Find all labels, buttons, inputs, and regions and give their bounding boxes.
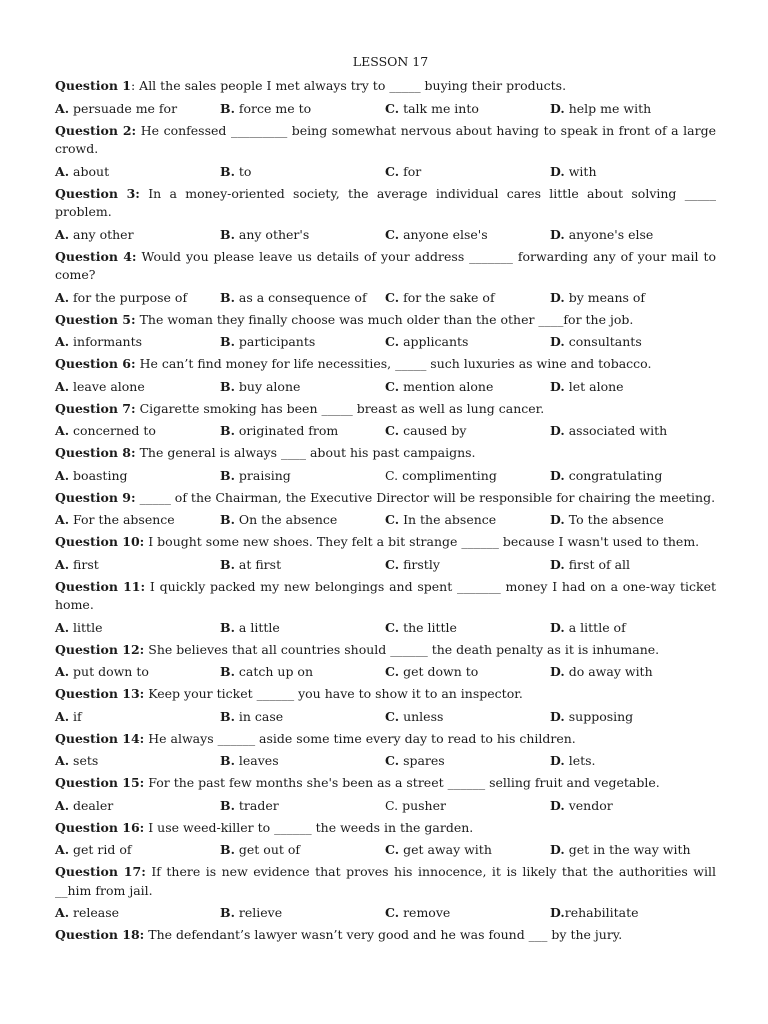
option-text: a little bbox=[234, 619, 280, 635]
question-stem bbox=[55, 122, 716, 159]
option-text: spares bbox=[399, 753, 445, 768]
option-text: about bbox=[69, 163, 110, 179]
answer-options bbox=[55, 289, 716, 307]
option-letter: A. bbox=[55, 664, 70, 679]
option-text: with bbox=[564, 163, 597, 179]
question-label: Question 14: bbox=[55, 730, 145, 746]
option-letter: D. bbox=[550, 334, 565, 349]
question-block bbox=[55, 400, 716, 441]
option-letter: A. bbox=[55, 842, 70, 857]
option-letter: C. bbox=[385, 664, 400, 679]
question-stem bbox=[55, 774, 716, 793]
answer-options bbox=[55, 904, 716, 922]
option-text: little bbox=[69, 619, 103, 635]
option-letter: A. bbox=[55, 100, 70, 116]
option-letter: C. bbox=[385, 842, 400, 857]
question-label: Question 1 bbox=[55, 78, 131, 93]
answer-options bbox=[55, 841, 716, 859]
question-label: Question 9: bbox=[55, 489, 136, 505]
answer-options bbox=[55, 797, 716, 815]
option-text: in case bbox=[234, 708, 284, 724]
option-letter: D. bbox=[550, 842, 565, 857]
option-text: praising bbox=[234, 467, 291, 483]
option-letter: B. bbox=[220, 289, 235, 305]
answer-option[interactable] bbox=[550, 708, 715, 726]
answer-option[interactable] bbox=[550, 422, 715, 440]
answer-option[interactable] bbox=[385, 467, 550, 485]
option-letter: C. bbox=[385, 753, 400, 768]
option-letter: D. bbox=[550, 289, 565, 305]
answer-option[interactable] bbox=[220, 422, 385, 440]
answer-option[interactable] bbox=[385, 797, 550, 815]
answer-option[interactable] bbox=[220, 226, 385, 244]
question-label: Question 17: bbox=[55, 864, 146, 879]
lesson-title: LESSON 17 bbox=[352, 54, 429, 69]
option-text: To the absence bbox=[564, 512, 664, 527]
answer-option[interactable] bbox=[220, 163, 385, 181]
option-letter: B. bbox=[220, 556, 235, 572]
option-text: pusher bbox=[398, 797, 446, 813]
option-letter: D. bbox=[550, 467, 565, 483]
answer-option[interactable] bbox=[55, 378, 220, 396]
answer-option[interactable] bbox=[550, 378, 715, 396]
answer-option[interactable] bbox=[550, 752, 715, 770]
question-block bbox=[55, 311, 716, 352]
answer-option[interactable] bbox=[550, 289, 715, 307]
question-stem bbox=[55, 863, 716, 900]
answer-option[interactable] bbox=[550, 663, 715, 681]
answer-option[interactable] bbox=[55, 226, 220, 244]
option-text: concerned to bbox=[69, 423, 156, 438]
answer-option[interactable] bbox=[55, 511, 220, 529]
answer-option[interactable] bbox=[55, 163, 220, 181]
answer-option[interactable] bbox=[550, 904, 715, 922]
option-letter: C. bbox=[385, 556, 400, 572]
question-label: Question 6: bbox=[55, 356, 136, 371]
question-stem bbox=[55, 819, 716, 838]
answer-option[interactable] bbox=[385, 708, 550, 726]
option-text: first of all bbox=[564, 556, 631, 572]
question-label: Question 4: bbox=[55, 248, 137, 264]
answer-option[interactable] bbox=[550, 619, 715, 637]
option-text: participants bbox=[234, 334, 316, 349]
option-text: release bbox=[69, 905, 120, 920]
option-letter: D. bbox=[550, 905, 565, 920]
question-block bbox=[55, 122, 716, 181]
option-letter: B. bbox=[220, 378, 235, 394]
answer-option[interactable] bbox=[55, 797, 220, 815]
answer-option[interactable] bbox=[55, 556, 220, 574]
option-text: anyone's else bbox=[564, 226, 654, 242]
answer-options bbox=[55, 467, 716, 485]
option-letter: C. bbox=[385, 289, 400, 305]
answer-option[interactable] bbox=[220, 619, 385, 637]
answer-option[interactable] bbox=[220, 378, 385, 396]
question-text: Cigarette smoking has been _____ breast as well as lung cancer. bbox=[135, 400, 545, 416]
option-letter: B. bbox=[220, 163, 235, 179]
answer-options bbox=[55, 333, 716, 351]
answer-option[interactable] bbox=[550, 467, 715, 485]
question-stem bbox=[55, 641, 716, 660]
option-text: originated from bbox=[234, 423, 339, 438]
question-text: Would you please leave us details of your address _______ forwarding any of your mail to come? bbox=[55, 248, 716, 282]
option-letter: D. bbox=[550, 556, 565, 572]
option-letter: A. bbox=[55, 226, 70, 242]
option-text: supposing bbox=[564, 708, 634, 724]
option-text: for the sake of bbox=[399, 289, 495, 305]
option-text: trader bbox=[234, 797, 279, 813]
question-text: All the sales people I met always try to _____ buying their products. bbox=[135, 78, 567, 93]
answer-options bbox=[55, 378, 716, 396]
question-label: Question 2: bbox=[55, 122, 137, 138]
option-letter: C. bbox=[385, 467, 399, 483]
answer-option[interactable] bbox=[550, 163, 715, 181]
question-label: Question 10: bbox=[55, 534, 145, 549]
option-letter: C. bbox=[385, 163, 400, 179]
question-stem bbox=[55, 926, 716, 945]
question-block bbox=[55, 355, 716, 396]
option-letter: A. bbox=[55, 378, 70, 394]
answer-option[interactable] bbox=[55, 752, 220, 770]
option-text: applicants bbox=[399, 334, 469, 349]
option-letter: B. bbox=[220, 512, 235, 527]
question-label: Question 12: bbox=[55, 641, 145, 657]
option-letter: C. bbox=[385, 797, 399, 813]
question-text: Keep your ticket ______ you have to show it to an inspector. bbox=[144, 686, 523, 701]
answer-option[interactable] bbox=[550, 797, 715, 815]
option-letter: A. bbox=[55, 905, 70, 920]
question-block bbox=[55, 489, 716, 530]
option-letter: A. bbox=[55, 334, 70, 349]
question-separator: : bbox=[130, 78, 136, 93]
answer-option[interactable] bbox=[550, 333, 715, 351]
option-letter: C. bbox=[385, 226, 400, 242]
option-letter: C. bbox=[385, 423, 400, 438]
option-text: consultants bbox=[564, 334, 642, 349]
option-letter: A. bbox=[55, 619, 70, 635]
option-text: informants bbox=[69, 334, 143, 349]
question-stem bbox=[55, 489, 716, 508]
option-letter: B. bbox=[220, 905, 235, 920]
option-letter: D. bbox=[550, 423, 565, 438]
option-text: catch up on bbox=[234, 664, 313, 679]
option-text: buy alone bbox=[234, 378, 301, 394]
answer-option[interactable] bbox=[220, 752, 385, 770]
answer-option[interactable] bbox=[550, 100, 715, 118]
answer-options bbox=[55, 556, 716, 574]
answer-options bbox=[55, 226, 716, 244]
option-letter: B. bbox=[220, 226, 235, 242]
option-letter: A. bbox=[55, 753, 70, 768]
question-block bbox=[55, 444, 716, 485]
option-letter: B. bbox=[220, 334, 235, 349]
answer-option[interactable] bbox=[385, 904, 550, 922]
option-text: any other's bbox=[234, 226, 310, 242]
option-text: caused by bbox=[399, 423, 467, 438]
question-stem bbox=[55, 248, 716, 285]
question-stem bbox=[55, 77, 716, 96]
option-letter: B. bbox=[220, 753, 235, 768]
question-block bbox=[55, 685, 716, 726]
answer-option[interactable] bbox=[220, 556, 385, 574]
answer-option[interactable] bbox=[55, 333, 220, 351]
question-text: _____ of the Chairman, the Executive Director will be responsible for chairing the meeting. bbox=[135, 489, 716, 505]
option-text: lets. bbox=[564, 753, 596, 768]
option-text: let alone bbox=[564, 378, 624, 394]
option-text: In the absence bbox=[399, 512, 497, 527]
option-text: to bbox=[234, 163, 252, 179]
option-letter: B. bbox=[220, 708, 235, 724]
answer-option[interactable] bbox=[220, 663, 385, 681]
option-letter: A. bbox=[55, 423, 70, 438]
question-text: I quickly packed my new belongings and spent _______ money I had on a one-way ticket home. bbox=[55, 578, 717, 612]
answer-options bbox=[55, 511, 716, 529]
answer-option[interactable] bbox=[385, 422, 550, 440]
option-letter: D. bbox=[550, 100, 565, 116]
option-text: congratulating bbox=[564, 467, 663, 483]
answer-option[interactable] bbox=[220, 467, 385, 485]
answer-options bbox=[55, 663, 716, 681]
option-text: a little of bbox=[564, 619, 626, 635]
question-stem bbox=[55, 578, 716, 615]
question-block bbox=[55, 926, 716, 945]
question-block bbox=[55, 730, 716, 771]
question-stem bbox=[55, 185, 716, 222]
option-text: get out of bbox=[234, 842, 301, 857]
option-text: leaves bbox=[234, 753, 279, 768]
answer-option[interactable] bbox=[385, 226, 550, 244]
option-text: first bbox=[69, 556, 99, 572]
option-text: anyone else's bbox=[399, 226, 488, 242]
option-letter: D. bbox=[550, 708, 565, 724]
option-text: any other bbox=[69, 226, 134, 242]
option-letter: C. bbox=[385, 378, 400, 394]
answer-options bbox=[55, 708, 716, 726]
question-stem bbox=[55, 400, 716, 419]
option-letter: C. bbox=[385, 905, 400, 920]
option-text: For the absence bbox=[69, 512, 175, 527]
question-text: I use weed-killer to ______ the weeds in the garden. bbox=[144, 819, 474, 835]
answer-options bbox=[55, 163, 716, 181]
option-text: remove bbox=[399, 905, 451, 920]
answer-option[interactable] bbox=[220, 904, 385, 922]
option-letter: A. bbox=[55, 289, 70, 305]
option-letter: A. bbox=[55, 708, 70, 724]
answer-option[interactable] bbox=[55, 100, 220, 118]
question-label: Question 16: bbox=[55, 819, 145, 835]
option-text: for the purpose of bbox=[69, 289, 188, 305]
question-label: Question 13: bbox=[55, 686, 145, 701]
question-stem bbox=[55, 311, 716, 330]
option-text: dealer bbox=[69, 797, 114, 813]
question-text: He can’t find money for life necessities, _____ such luxuries as wine and tobacco. bbox=[135, 356, 652, 371]
answer-options bbox=[55, 100, 716, 118]
option-letter: C. bbox=[385, 334, 400, 349]
option-letter: B. bbox=[220, 664, 235, 679]
option-letter: C. bbox=[385, 100, 400, 116]
option-text: relieve bbox=[234, 905, 283, 920]
option-letter: A. bbox=[55, 556, 70, 572]
question-block bbox=[55, 641, 716, 682]
option-text: force me to bbox=[234, 100, 312, 116]
question-block bbox=[55, 533, 716, 574]
answer-options bbox=[55, 752, 716, 770]
question-stem bbox=[55, 355, 716, 374]
question-text: She believes that all countries should ______ the death penalty as it is inhumane. bbox=[144, 641, 660, 657]
option-text: unless bbox=[399, 708, 444, 724]
option-letter: A. bbox=[55, 467, 70, 483]
question-text: For the past few months she's been as a street ______ selling fruit and vegetable. bbox=[144, 775, 660, 790]
question-label: Question 11: bbox=[55, 578, 146, 594]
option-text: do away with bbox=[564, 664, 653, 679]
question-label: Question 3: bbox=[55, 185, 140, 201]
answer-option[interactable] bbox=[385, 841, 550, 859]
question-text: The defendant’s lawyer wasn’t very good and he was found ___ by the jury. bbox=[144, 927, 623, 942]
option-text: vendor bbox=[564, 797, 613, 813]
answer-option[interactable] bbox=[220, 511, 385, 529]
answer-option[interactable] bbox=[385, 163, 550, 181]
answer-option[interactable] bbox=[55, 467, 220, 485]
question-text: I bought some new shoes. They felt a bit strange ______ because I wasn't used to them. bbox=[144, 534, 700, 549]
question-text: He confessed _________ being somewhat nervous about having to speak in front of a large crowd. bbox=[55, 122, 716, 156]
answer-option[interactable] bbox=[220, 100, 385, 118]
option-text: associated with bbox=[564, 423, 668, 438]
answer-option[interactable] bbox=[55, 841, 220, 859]
answer-option[interactable] bbox=[220, 797, 385, 815]
option-text: get rid of bbox=[69, 842, 132, 857]
answer-option[interactable] bbox=[55, 619, 220, 637]
answer-option[interactable] bbox=[385, 100, 550, 118]
answer-option[interactable] bbox=[55, 289, 220, 307]
option-letter: A. bbox=[55, 512, 70, 527]
answer-option[interactable] bbox=[385, 378, 550, 396]
answer-option[interactable] bbox=[385, 752, 550, 770]
question-block bbox=[55, 774, 716, 815]
option-text: talk me into bbox=[399, 100, 479, 116]
answer-option[interactable] bbox=[550, 511, 715, 529]
option-text: if bbox=[69, 708, 82, 724]
answer-option[interactable] bbox=[220, 289, 385, 307]
question-label: Question 8: bbox=[55, 445, 136, 460]
option-letter: D. bbox=[550, 512, 565, 527]
option-letter: C. bbox=[385, 512, 400, 527]
option-letter: B. bbox=[220, 100, 235, 116]
option-letter: C. bbox=[385, 619, 400, 635]
question-stem bbox=[55, 685, 716, 704]
answer-option[interactable] bbox=[55, 904, 220, 922]
answer-option[interactable] bbox=[385, 511, 550, 529]
question-label: Question 18: bbox=[55, 927, 145, 942]
option-letter: D. bbox=[550, 664, 565, 679]
option-letter: B. bbox=[220, 423, 235, 438]
answer-option[interactable] bbox=[55, 663, 220, 681]
question-block bbox=[55, 819, 716, 860]
question-list bbox=[55, 77, 716, 945]
option-text: persuade me for bbox=[69, 100, 178, 116]
question-text: He always ______ aside some time every day to read to his children. bbox=[144, 730, 576, 746]
answer-option[interactable] bbox=[55, 422, 220, 440]
option-text: the little bbox=[399, 619, 457, 635]
option-letter: D. bbox=[550, 797, 565, 813]
option-letter: B. bbox=[220, 467, 235, 483]
option-letter: B. bbox=[220, 842, 235, 857]
option-letter: D. bbox=[550, 163, 565, 179]
option-letter: D. bbox=[550, 753, 565, 768]
option-text: by means of bbox=[564, 289, 646, 305]
answer-option[interactable] bbox=[385, 289, 550, 307]
option-letter: D. bbox=[550, 226, 565, 242]
answer-option[interactable] bbox=[55, 708, 220, 726]
option-letter: A. bbox=[55, 163, 70, 179]
option-text: get away with bbox=[399, 842, 492, 857]
option-text: for bbox=[399, 163, 422, 179]
option-text: get in the way with bbox=[564, 842, 691, 857]
question-block bbox=[55, 578, 716, 637]
question-stem bbox=[55, 444, 716, 463]
answer-option[interactable] bbox=[220, 841, 385, 859]
option-letter: D. bbox=[550, 378, 565, 394]
option-text: rehabilitate bbox=[564, 905, 639, 920]
question-stem bbox=[55, 730, 716, 749]
option-letter: B. bbox=[220, 619, 235, 635]
answer-option[interactable] bbox=[550, 841, 715, 859]
question-text: In a money-oriented society, the average individual cares little about solving _____ problem. bbox=[55, 185, 716, 219]
option-text: sets bbox=[69, 753, 99, 768]
answer-option[interactable] bbox=[220, 708, 385, 726]
option-letter: D. bbox=[550, 619, 565, 635]
answer-option[interactable] bbox=[220, 333, 385, 351]
option-text: boasting bbox=[69, 467, 128, 483]
option-text: at first bbox=[234, 556, 282, 572]
option-letter: C. bbox=[385, 708, 400, 724]
option-text: get down to bbox=[399, 664, 479, 679]
answer-option[interactable] bbox=[385, 333, 550, 351]
option-text: firstly bbox=[399, 556, 440, 572]
option-text: mention alone bbox=[399, 378, 494, 394]
question-text: The general is always ____ about his past campaigns. bbox=[135, 445, 476, 460]
question-block bbox=[55, 863, 716, 922]
question-block bbox=[55, 248, 716, 307]
option-text: complimenting bbox=[398, 467, 497, 483]
question-label: Question 15: bbox=[55, 775, 145, 790]
answer-options bbox=[55, 619, 716, 637]
question-block bbox=[55, 185, 716, 244]
answer-option[interactable] bbox=[385, 556, 550, 574]
answer-options bbox=[55, 422, 716, 440]
answer-option[interactable] bbox=[550, 556, 715, 574]
option-text: leave alone bbox=[69, 378, 145, 394]
answer-option[interactable] bbox=[550, 226, 715, 244]
option-letter: A. bbox=[55, 797, 70, 813]
question-stem bbox=[55, 533, 716, 552]
option-text: put down to bbox=[69, 664, 149, 679]
question-block bbox=[55, 77, 716, 118]
question-text: The woman they finally choose was much older than the other ____for the job. bbox=[135, 311, 634, 327]
question-text: If there is new evidence that proves his innocence, it is likely that the authorities will __him from jail. bbox=[55, 864, 717, 898]
answer-option[interactable] bbox=[385, 619, 550, 637]
option-text: help me with bbox=[564, 100, 652, 116]
option-text: On the absence bbox=[234, 512, 338, 527]
question-label: Question 7: bbox=[55, 400, 136, 416]
option-letter: B. bbox=[220, 797, 235, 813]
answer-option[interactable] bbox=[385, 663, 550, 681]
question-label: Question 5: bbox=[55, 311, 136, 327]
option-text: as a consequence of bbox=[234, 289, 367, 305]
